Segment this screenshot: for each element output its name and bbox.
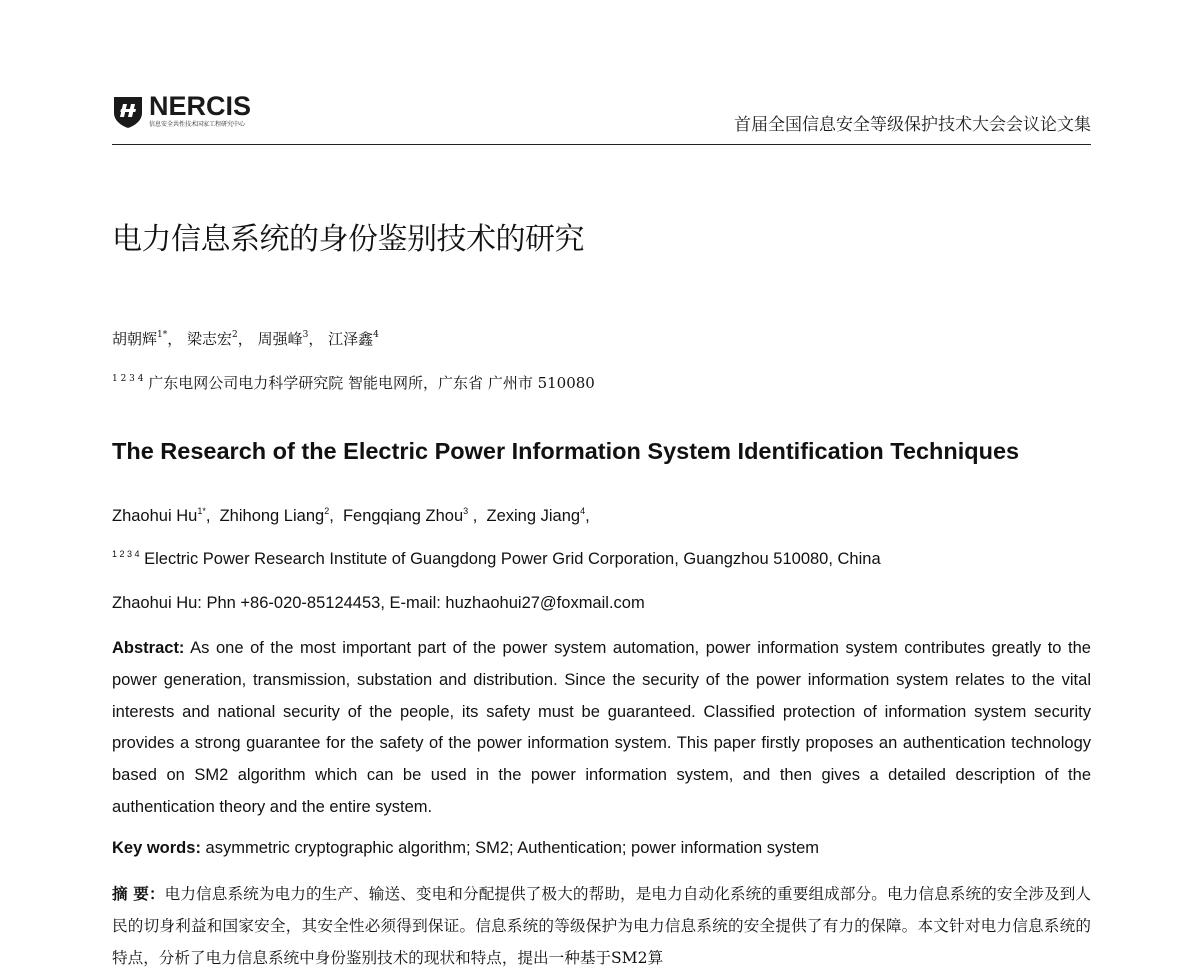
nercis-logo <box>112 92 312 132</box>
cn-author: 梁志宏 <box>187 330 233 348</box>
en-author-sup: 4 <box>580 506 586 516</box>
en-affiliation <box>112 550 881 569</box>
keywords-label: Key words: <box>112 839 201 857</box>
cn-author: 江泽鑫 <box>328 330 374 348</box>
logo-subtitle: 信息安全共性技术国家工程研究中心 <box>149 122 246 128</box>
en-keywords <box>112 839 819 858</box>
page-header <box>112 92 1091 144</box>
cn-author-sup: 1* <box>157 330 168 340</box>
en-abstract <box>112 633 1091 824</box>
cn-affiliation-text: 广东电网公司电力科学研究院 智能电网所，广东省 广州市 510080 <box>148 374 595 392</box>
cn-abstract-label: 摘 要： <box>112 885 165 903</box>
en-paper-title: The Research of the Electric Power Information System Identification Techniques <box>112 438 1020 464</box>
en-author: Zexing Jiang <box>486 507 581 525</box>
cn-author: 周强峰 <box>257 330 303 348</box>
en-author-sup: 1* <box>197 506 206 516</box>
cn-abstract <box>112 878 1091 974</box>
cn-author-list: 胡朝辉$^{1*}$， 梁志宏$^2$， 周强峰$^3$， 江泽鑫$^4$ <box>112 330 379 348</box>
author-contact: Zhaohui Hu: Phn +86-020-85124453, E-mail: huzhaohui27@foxmail.com <box>112 594 645 612</box>
shield-logo-icon <box>112 95 144 129</box>
en-author: Zhihong Liang <box>219 507 325 525</box>
abstract-label: Abstract: <box>112 639 185 657</box>
en-author: Fengqiang Zhou <box>342 507 464 525</box>
cn-author: 胡朝辉 <box>112 330 158 348</box>
en-author-sup: 2 <box>324 506 330 516</box>
logo-name: NERCIS <box>149 91 252 121</box>
abstract-text: As one of the most important part of the power system automation, power information system contributes greatly to the power generation, transmission, substation and distribution. Since the security of the power information system relates to the vital interests and national security of the people, its safety must be guaranteed. Classified protection of information system security provides a strong guarantee for the safety of the power information system. This paper firstly proposes an authentication technology based on SM2 algorithm which can be used in the power information system, and then gives a detailed description of the authentication theory and the entire system. <box>112 639 1091 816</box>
en-author-sup: 3 <box>463 506 469 516</box>
en-affiliation-sup: 1 2 3 4 <box>112 549 140 559</box>
cn-author-sup: 3 <box>302 330 309 340</box>
cn-affiliation-sup: 1 2 3 4 <box>112 374 144 384</box>
header-divider <box>112 144 1091 145</box>
en-author-list: Zhaohui $Hu^{1*}$, Zhihong Liang$^2$, Fengqiang Zhou$^3$ , Zexing Jiang$^4$, <box>112 506 590 525</box>
en-author: Zhaohui Hu <box>112 507 198 525</box>
cn-abstract-text: 电力信息系统为电力的生产、输送、变电和分配提供了极大的帮助，是电力自动化系统的重要组成部分。电力信息系统的安全涉及到人民的切身利益和国家安全，其安全性必须得到保证。信息系统的等级保护为电力信息系统的安全提供了有力的保障。本文针对电力信息系统的特点，分析了电力信息系统中身份鉴别技术的现状和特点，提出一种基于SM2算 <box>112 885 1091 967</box>
cn-affiliation <box>112 372 595 393</box>
cn-paper-title: 电力信息系统的身份鉴别技术的研究 <box>112 222 584 257</box>
conference-title: 首届全国信息安全等级保护技术大会会议论文集 <box>734 115 1091 135</box>
cn-author-sup: 4 <box>373 330 379 340</box>
keywords-text: asymmetric cryptographic algorithm; SM2; Authentication; power information system <box>205 839 820 857</box>
en-affiliation-text: Electric Power Research Institute of Guangdong Power Grid Corporation, Guangzhou 510080, China <box>144 550 881 568</box>
cn-author-sup: 2 <box>232 330 238 340</box>
